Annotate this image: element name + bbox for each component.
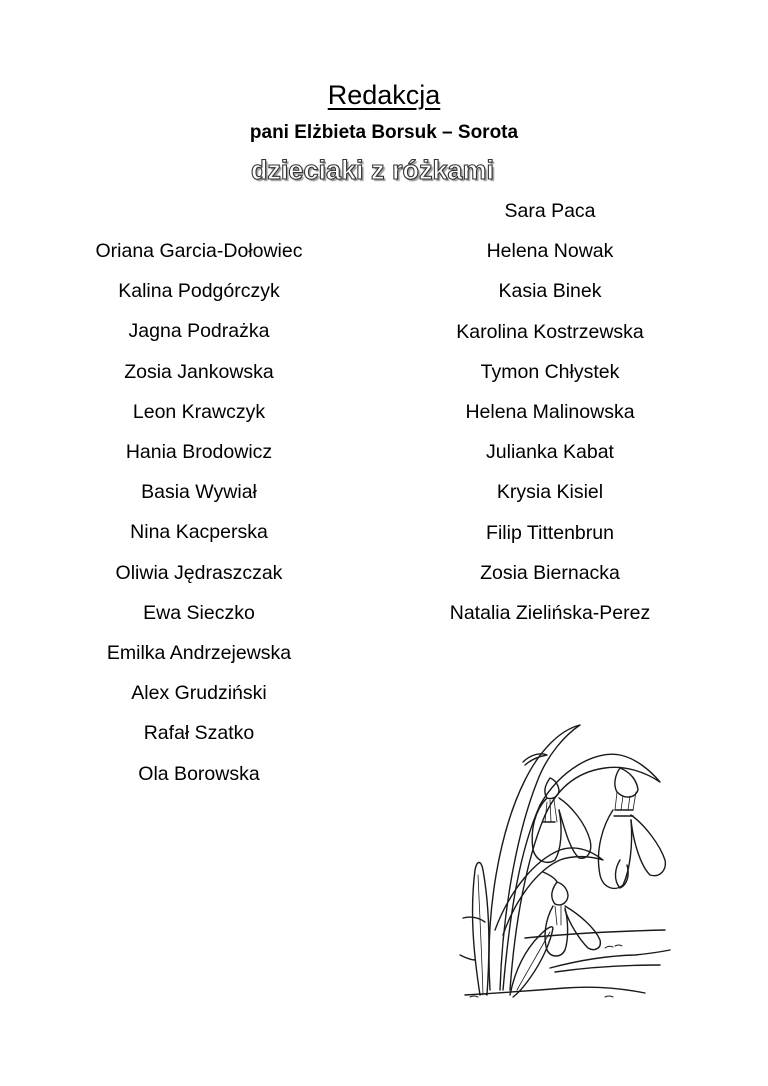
editor-name: pani Elżbieta Borsuk – Sorota [249, 122, 519, 143]
list-item: Nina Kacperska [130, 521, 268, 544]
list-item: Alex Grudziński [131, 682, 267, 705]
list-item: Hania Brodowicz [125, 441, 273, 464]
list-item: Zosia Jankowska [124, 360, 274, 383]
list-item: Kasia Binek [498, 280, 602, 303]
list-item: Ola Borowska [138, 762, 260, 785]
list-item: Jagna Podrażka [128, 320, 270, 343]
list-item: Oriana Garcia-Dołowiec [95, 240, 303, 262]
list-item: Rafał Szatko [143, 722, 255, 745]
list-item: Oliwia Jędraszczak [115, 561, 283, 584]
list-item: Julianka Kabat [486, 441, 614, 464]
list-item: Tymon Chłystek [480, 360, 620, 383]
list-item: Leon Krawczyk [132, 400, 266, 423]
list-item: Helena Malinowska [465, 401, 635, 424]
snowdrop-flower-icon [455, 710, 685, 1010]
list-item: Helena Nowak [486, 240, 614, 263]
list-item: Filip Tittenbrun [486, 521, 614, 544]
list-item: Emilka Andrzejewska [106, 642, 292, 665]
names-list-right [400, 191, 700, 633]
list-item: Kalina Podgórczyk [118, 280, 280, 303]
list-item: Zosia Biernacka [480, 561, 620, 584]
list-item: Natalia Zielińska-Perez [449, 602, 651, 625]
list-item: Ewa Sieczko [143, 601, 255, 624]
names-list-left [49, 231, 349, 794]
snowdrop-illustration [455, 710, 685, 1010]
list-item: Krysia Kisiel [496, 481, 604, 504]
page-title: Redakcja [327, 80, 441, 110]
group-name-heading: dzieciaki z różkami [250, 155, 495, 185]
list-item: Karolina Kostrzewska [456, 320, 644, 343]
list-item: Basia Wywiał [141, 481, 257, 504]
list-item: Sara Paca [504, 200, 596, 222]
